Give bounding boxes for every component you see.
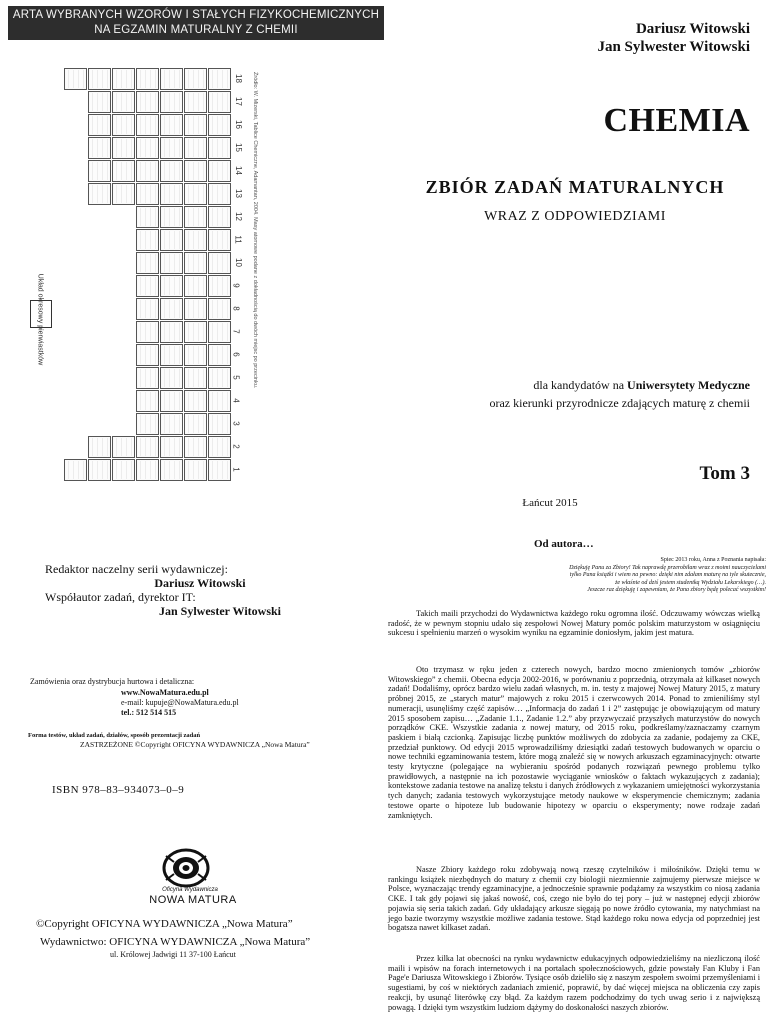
- element-cell-text: [186, 461, 205, 479]
- element-cell-text: [162, 461, 181, 479]
- group-number: 4: [231, 398, 241, 403]
- element-cell: [160, 229, 183, 251]
- element-cell: [112, 91, 135, 113]
- element-cell: [208, 68, 231, 90]
- element-cell-text: [186, 93, 205, 111]
- element-cell: [184, 91, 207, 113]
- periodic-page-banner: [8, 6, 384, 40]
- banner-line-2: NA EGZAMIN MATURALNY Z CHEMII: [94, 24, 298, 36]
- element-cell-text: [186, 277, 205, 295]
- element-cell-text: [162, 300, 181, 318]
- element-cell: [136, 183, 159, 205]
- element-cell: [184, 275, 207, 297]
- element-cell-text: [114, 116, 133, 134]
- element-cell-text: [210, 139, 229, 157]
- element-cell-text: [90, 70, 109, 88]
- element-cell-text: [210, 323, 229, 341]
- element-cell: [184, 390, 207, 412]
- group-number: 6: [231, 352, 241, 357]
- foreword-paragraph: Nasze Zbiory każdego roku zdobywają nową rzeszę czytelników i miłośników. Dzięki temu w rankingu książek niezbędnych do matury z chemii czy biologii niezmiennie zajmujemy pierwsze miejsce w Polsce, wyznaczając trendy egzaminacyjne, a jednocześnie sprawnie podążamy za wszystkim co niosą zadania CKE. I tak gdy pojawi się jakaś nowość, coś, czego nie było do tej pory – już w następnej edycji zbiorów pojawia się seria takich zadań. Gdy układający arkusze sięgają po nowe źródło cytowania, my natychmiast na jego bazie tworzymy wszystkie możliwe zadania testowe. Stąd każdego roku nowa edycja od poprzedniej jest bogatsza nawet kilkaset zadań.: [388, 865, 760, 933]
- quote-line: tylko Pana książki i wiem na pewno: dzięki nim zdałam maturę na tyle skutecznie,: [569, 572, 766, 578]
- element-cell-text: [186, 415, 205, 433]
- element-cell: [208, 252, 231, 274]
- element-cell: [88, 436, 111, 458]
- element-cell-text: [186, 254, 205, 272]
- element-cell: [160, 114, 183, 136]
- element-cell: [112, 114, 135, 136]
- element-cell: [160, 183, 183, 205]
- element-cell-text: [138, 254, 157, 272]
- element-cell-text: [186, 162, 205, 180]
- element-cell: [184, 298, 207, 320]
- element-cell: [184, 321, 207, 343]
- element-cell: [112, 160, 135, 182]
- group-number: 16: [233, 120, 243, 129]
- logo-caption: Oficyna Wydawnicza: [162, 887, 218, 893]
- element-cell: [136, 413, 159, 435]
- element-cell: [184, 160, 207, 182]
- audience-bold: Uniwersytety Medyczne: [627, 378, 750, 392]
- element-cell: [160, 413, 183, 435]
- element-cell-text: [66, 461, 85, 479]
- element-cell-text: [138, 277, 157, 295]
- banner-line-1: ARTA WYBRANYCH WZORÓW I STAŁYCH FIZYKOCHEMICZNYCH: [12, 9, 380, 21]
- group-number: 13: [233, 189, 243, 198]
- publisher: Wydawnictwo: OFICYNA WYDAWNICZA „Nowa Matura”: [40, 936, 311, 948]
- element-cell-text: [162, 415, 181, 433]
- coauthor-name: Jan Sylwester Witowski: [158, 604, 281, 618]
- element-cell-text: [186, 185, 205, 203]
- coauthor-label: Współautor zadań, dyrektor IT:: [45, 590, 196, 604]
- element-cell: [184, 114, 207, 136]
- group-number: 3: [231, 421, 241, 426]
- element-cell-text: [210, 116, 229, 134]
- element-cell-text: [162, 392, 181, 410]
- element-cell-text: [138, 116, 157, 134]
- element-cell: [208, 298, 231, 320]
- email-address: e-mail: kupuje@NowaMatura.edu.pl: [121, 698, 239, 707]
- isbn: ISBN 978–83–934073–0–9: [52, 784, 185, 796]
- orders-label: Zamówienia oraz dystrybucja hurtowa i detaliczna:: [30, 677, 195, 686]
- element-cell: [184, 68, 207, 90]
- element-cell-text: [138, 93, 157, 111]
- element-cell: [208, 275, 231, 297]
- element-cell: [136, 68, 159, 90]
- element-cell-text: [138, 162, 157, 180]
- element-cell: [112, 137, 135, 159]
- element-cell: [136, 114, 159, 136]
- element-cell: [112, 436, 135, 458]
- element-cell-text: [210, 231, 229, 249]
- element-cell-text: [210, 346, 229, 364]
- element-cell: [208, 390, 231, 412]
- element-cell-text: [114, 185, 133, 203]
- element-cell: [184, 183, 207, 205]
- copyright: ©Copyright OFICYNA WYDAWNICZA „Nowa Matura”: [36, 918, 293, 930]
- element-cell: [184, 229, 207, 251]
- periodic-table-source-note: Źródło: W. Mizerski, Tablice Chemiczne, Adamantan, 2004. Masy atomowe podane z dokładnością do dwóch miejsc po przecinku.: [252, 72, 258, 389]
- element-cell: [136, 321, 159, 343]
- element-cell-text: [210, 438, 229, 456]
- element-cell-text: [162, 231, 181, 249]
- foreword-paragraph: Takich maili przychodzi do Wydawnictwa każdego roku ogromna ilość. Odczuwamy wówczas wielką radość, że w pewnym stopniu udało się zespołowi Nowej Matury pomóc polskim maturzystom w osiągnięciu sukcesu i spełnieniu marzeń o wysokim wyniku na egzaminie doniosłym, jakim jest matura.: [388, 609, 760, 638]
- element-cell: [208, 91, 231, 113]
- element-cell-text: [138, 139, 157, 157]
- element-cell: [208, 436, 231, 458]
- group-number: 17: [233, 97, 243, 106]
- element-cell-text: [186, 70, 205, 88]
- element-cell-text: [162, 438, 181, 456]
- rights-reserved: ZASTRZEŻONE ©Copyright OFICYNA WYDAWNICZA „Nowa Matura”: [80, 740, 310, 749]
- element-cell-text: [210, 185, 229, 203]
- element-cell-text: [90, 139, 109, 157]
- group-number: 2: [231, 444, 241, 449]
- element-cell-text: [186, 392, 205, 410]
- audience-prefix: dla kandydatów na: [533, 378, 628, 392]
- element-cell: [136, 390, 159, 412]
- element-cell: [136, 160, 159, 182]
- element-cell: [160, 91, 183, 113]
- element-cell: [136, 275, 159, 297]
- element-cell-text: [138, 438, 157, 456]
- element-cell: [88, 68, 111, 90]
- author-2: Jan Sylwester Witowski: [597, 39, 750, 55]
- element-cell-text: [114, 93, 133, 111]
- group-number: 18: [233, 74, 243, 83]
- element-cell: [88, 459, 111, 481]
- element-cell: [160, 344, 183, 366]
- element-cell: [160, 298, 183, 320]
- element-cell-text: [138, 208, 157, 226]
- element-cell-text: [114, 162, 133, 180]
- element-cell-text: [210, 208, 229, 226]
- element-cell-text: [138, 369, 157, 387]
- element-cell: [160, 459, 183, 481]
- editor-name: Dariusz Witowski: [154, 576, 246, 590]
- element-cell-text: [66, 70, 85, 88]
- element-cell: [136, 206, 159, 228]
- foreword-title: Od autora…: [534, 538, 594, 550]
- element-cell-text: [138, 415, 157, 433]
- element-cell-text: [114, 438, 133, 456]
- logo-name: NOWA MATURA: [149, 894, 237, 906]
- element-cell: [136, 91, 159, 113]
- element-cell: [136, 229, 159, 251]
- element-cell-text: [186, 300, 205, 318]
- group-number: 8: [231, 306, 241, 311]
- element-cell-text: [162, 93, 181, 111]
- element-cell: [160, 68, 183, 90]
- rights-note: Forma testów, układ zadań, działów, sposób prezentacji zadań: [28, 732, 201, 739]
- periodic-table-grid: [58, 58, 303, 490]
- element-cell: [208, 114, 231, 136]
- element-cell-text: [90, 116, 109, 134]
- element-cell: [112, 459, 135, 481]
- group-number: 9: [231, 283, 241, 288]
- audience-line-2: oraz kierunki przyrodnicze zdających maturę z chemii: [489, 396, 750, 410]
- element-cell-text: [186, 116, 205, 134]
- foreword-paragraph: Oto trzymasz w ręku jeden z czterech nowych, bardzo mocno zmienionych tomów „zbiorów Witowskiego” z chemii. Obecna edycja 2002-2016, w porównaniu z poprzednią, otrzymała aż kilkaset nowych zadań! Dodaliśmy, oprócz bardzo wielu zadań własnych, m. in. testy z majowej Nowej Matury 2015, z matury próbnej 2015, ze „starych matur” majowych z roku 2015 i czerwcowych 2014. Ponad to zmieniliśmy styl numeracji, usunęliśmy część zapisów… „Informacja do zadań 1 i 2” zastępując je obowiązującym od matury 2015 sposobem zapisu… „Zadanie 1.1., Zadanie 1.2.” aby przyzwyczaić przyszłych maturzystów do nowych porządków CKE. Wszystkie zadania z nowej matury, od 2015 roku, podkreślamy/zaznaczamy czarnym paskiem i białą czcionką. Zapisując liczbę punktów możliwych do zdobycia za zadanie, podajemy za CKE, przedział punktowy. Od edycji 2015 wprowadziliśmy dziesiątki zadań testowych budowanych w oparciu o nowe techniki egzaminowania testem, które mogą znaleźć się w nowych arkuszach egzaminacyjnych: otwarte testy krytyczne (polegające na wybieraniu spośród podanych rozwiązań pewnego problemu tylko prawidłowych, a następnie na ich pozostawie wyciąganie wniosków o faktach wykazujących z zadania); kontekstowe zadania testowe na analizę tekstu i danych źródłowych z wykazaniem umiejętności wykorzystania tych danych; zadania testowych wykorzystujące metody naukowe w eksperymencie chemicznym; zadania testowe oparte o hipoteze lub budowanie hipotezy w oparciu o eksperymenty; nowe rodzaje zadań zamkniętych.: [388, 665, 760, 820]
- element-cell-text: [162, 70, 181, 88]
- group-number: 10: [233, 258, 243, 267]
- element-cell-text: [186, 438, 205, 456]
- element-cell-text: [114, 461, 133, 479]
- volume-label: Tom 3: [699, 463, 750, 484]
- element-cell-text: [210, 300, 229, 318]
- element-cell-text: [90, 185, 109, 203]
- legend-title: Układ okresowy pierwiastków: [36, 273, 44, 366]
- periodic-table-legend: [20, 236, 60, 406]
- element-cell-text: [138, 70, 157, 88]
- legend-sample-cell: [30, 300, 52, 328]
- group-number: 7: [231, 329, 241, 334]
- element-cell: [160, 390, 183, 412]
- element-cell: [184, 137, 207, 159]
- element-cell-text: [138, 323, 157, 341]
- element-cell: [208, 367, 231, 389]
- element-cell: [136, 344, 159, 366]
- element-cell-text: [210, 392, 229, 410]
- element-cell-text: [138, 346, 157, 364]
- element-cell: [208, 183, 231, 205]
- group-number: 15: [233, 143, 243, 152]
- element-cell: [208, 229, 231, 251]
- element-cell-text: [114, 139, 133, 157]
- element-cell: [160, 321, 183, 343]
- element-cell-text: [162, 369, 181, 387]
- element-cell: [208, 344, 231, 366]
- element-cell: [208, 160, 231, 182]
- element-cell-text: [210, 369, 229, 387]
- element-cell: [136, 367, 159, 389]
- element-cell-text: [90, 162, 109, 180]
- element-cell: [136, 436, 159, 458]
- element-cell: [88, 137, 111, 159]
- group-number: 14: [233, 166, 243, 175]
- publisher-logo-icon: [160, 846, 212, 890]
- group-number: 5: [231, 375, 241, 380]
- author-1: Dariusz Witowski: [635, 21, 750, 37]
- foreword-paragraph: Przez kilka lat obecności na rynku wydawnictw edukacyjnych odpowiedzieliśmy na niezliczoną ilość maili i wpisów na forach internetowych i na portalach społecznościowych, gdzie powstały Fan Kluby i Fan Page'e Dariusza Witowskiego i Zbiorów. Tysiące osób dzieliło się z naszym zespołem swoimi przemyśleniami i sugestiami, by coś w niektórych zadaniach zmienić, poprawić, by dać więcej miejsca na obliczenia czy zapis reakcji, by usunąć literówkę czy błąd. Za każdym razem podchodzimy do tych uwag serio i z największą powagą. I dzięki tym wszystkim ludziom dążymy do doskonałości naszych zbiorów.: [388, 954, 760, 1012]
- element-cell: [184, 252, 207, 274]
- group-number: 11: [233, 235, 243, 244]
- element-cell: [136, 298, 159, 320]
- element-cell: [160, 275, 183, 297]
- element-cell-text: [162, 254, 181, 272]
- element-cell: [208, 459, 231, 481]
- element-cell: [112, 68, 135, 90]
- element-cell-text: [162, 116, 181, 134]
- element-cell: [160, 252, 183, 274]
- element-cell: [184, 413, 207, 435]
- element-cell: [88, 114, 111, 136]
- phone-number: tel.: 512 514 515: [121, 708, 177, 717]
- element-cell: [208, 413, 231, 435]
- element-cell-text: [162, 162, 181, 180]
- element-cell-text: [114, 70, 133, 88]
- editor-label: Redaktor naczelny serii wydawniczej:: [45, 562, 228, 576]
- place-year: Łańcut 2015: [522, 497, 578, 509]
- element-cell-text: [210, 277, 229, 295]
- element-cell-text: [186, 208, 205, 226]
- element-cell: [136, 459, 159, 481]
- element-cell: [184, 206, 207, 228]
- element-cell: [160, 367, 183, 389]
- element-cell: [112, 183, 135, 205]
- element-cell-text: [138, 231, 157, 249]
- book-subtitle: ZBIÓR ZADAŃ MATURALNYCH: [425, 177, 725, 197]
- element-cell-text: [90, 461, 109, 479]
- periodic-table: [58, 58, 303, 490]
- element-cell-text: [138, 392, 157, 410]
- element-cell-text: [210, 415, 229, 433]
- element-cell-text: [186, 139, 205, 157]
- element-cell-text: [138, 300, 157, 318]
- publisher-address: ul. Królowej Jadwigi 11 37-100 Łańcut: [110, 950, 236, 959]
- element-cell: [64, 68, 87, 90]
- group-number: 12: [233, 212, 243, 221]
- element-cell-text: [90, 93, 109, 111]
- element-cell-text: [186, 231, 205, 249]
- element-cell: [208, 321, 231, 343]
- quote-line: że właśnie od dziś jestem studentką Wydziału Lekarskiego (…).: [615, 579, 766, 586]
- element-cell: [160, 137, 183, 159]
- element-cell-text: [186, 323, 205, 341]
- element-cell-text: [210, 162, 229, 180]
- group-number: 1: [231, 467, 241, 472]
- quote-line: Dziękuję Panu za Zbiory! Tak naprawdę przerobiłam wraz z moimi nauczycielami: [569, 564, 766, 571]
- element-cell: [88, 91, 111, 113]
- element-cell: [88, 160, 111, 182]
- element-cell: [160, 206, 183, 228]
- element-cell-text: [162, 208, 181, 226]
- element-cell: [160, 160, 183, 182]
- element-cell-text: [138, 185, 157, 203]
- element-cell: [208, 137, 231, 159]
- website-link: www.NowaMatura.edu.pl: [121, 688, 209, 697]
- element-cell-text: [186, 369, 205, 387]
- audience-line-1: [390, 378, 750, 393]
- element-cell-text: [210, 70, 229, 88]
- reader-quote: [480, 557, 766, 595]
- book-subtitle-2: WRAZ Z ODPOWIEDZIAMI: [484, 209, 666, 224]
- element-cell: [184, 459, 207, 481]
- element-cell-text: [210, 93, 229, 111]
- element-cell: [184, 367, 207, 389]
- element-cell: [136, 252, 159, 274]
- element-cell-text: [138, 461, 157, 479]
- quote-line: Jeszcze raz dziękuję i zapewniam, że Pana zbiory będę polecać wszystkim!: [587, 587, 766, 593]
- element-cell-text: [162, 346, 181, 364]
- quote-intro: Spiec 2013 roku, Anna z Poznania napisała:: [660, 557, 766, 563]
- element-cell-text: [90, 438, 109, 456]
- element-cell: [160, 436, 183, 458]
- element-cell-text: [210, 461, 229, 479]
- element-cell: [184, 344, 207, 366]
- element-cell-text: [210, 254, 229, 272]
- element-cell: [136, 137, 159, 159]
- element-cell-text: [162, 139, 181, 157]
- element-cell-text: [162, 277, 181, 295]
- element-cell-text: [162, 323, 181, 341]
- element-cell-text: [186, 346, 205, 364]
- element-cell: [64, 459, 87, 481]
- book-title: CHEMIA: [603, 102, 750, 139]
- element-cell-text: [162, 185, 181, 203]
- element-cell: [208, 206, 231, 228]
- element-cell: [88, 183, 111, 205]
- element-cell: [184, 436, 207, 458]
